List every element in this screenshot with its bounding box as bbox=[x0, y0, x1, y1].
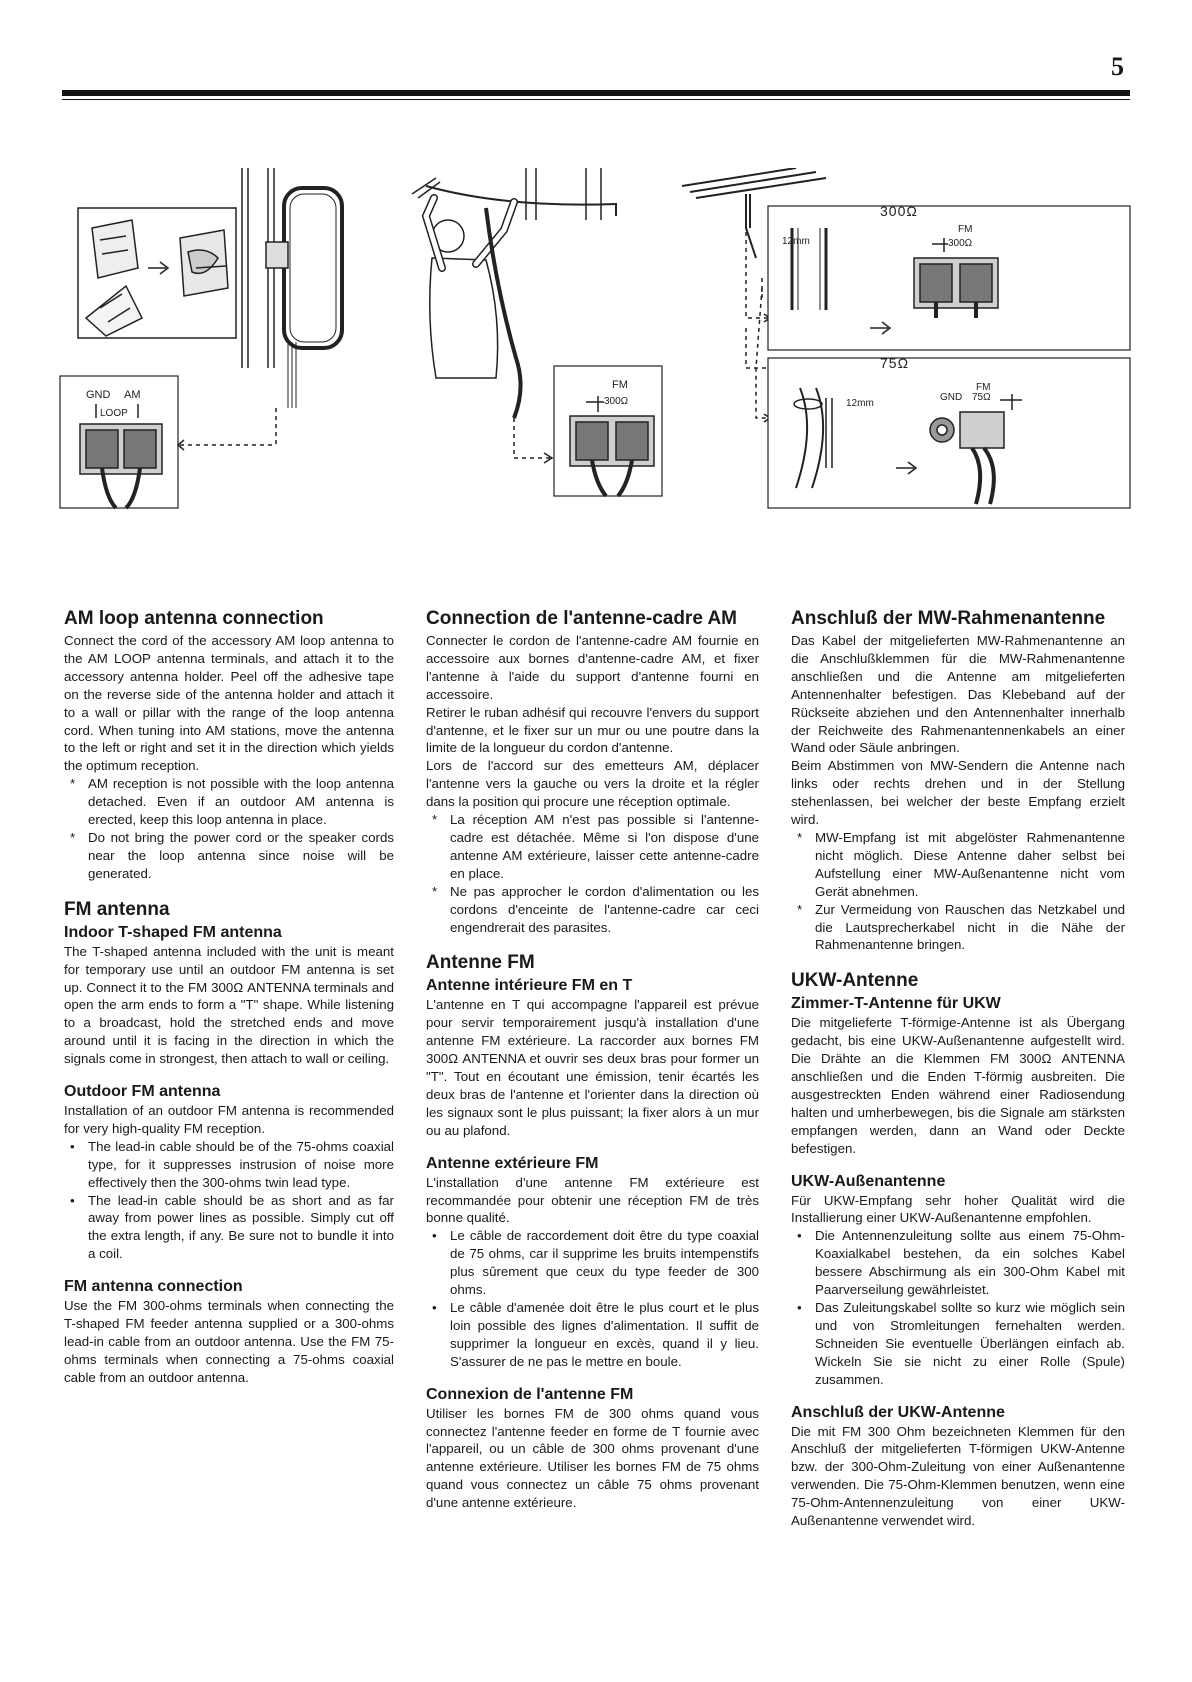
en-outdoor-note: • The lead-in cable should be as short and as far away from power lines as possible. Simply cut off the extra length, if any. Be sure not to bundle it into a coil. bbox=[64, 1192, 394, 1264]
en-am-note: * Do not bring the power cord or the speaker cords near the loop antenna since noise will be generated. bbox=[64, 829, 394, 883]
de-am-note: * Zur Vermeidung von Rauschen das Netzkabel und die Lautsprecherkabel nicht in die Nähe der Rahmenantenne bringen. bbox=[791, 901, 1125, 955]
de-indoor-heading: Zimmer-T-Antenne für UKW bbox=[791, 995, 1001, 1013]
fr-indoor-body: L'antenne en T qui accompagne l'appareil est prévue pour servir temporairement jusqu'à installation d'une antenne FM extérieure. La raccorder aux bornes FM 300Ω ANTENNA et ouvrir ses deux bras pour former un "T". Tout en écoutant une émission, tenir écartés les deux bras de l'antenne et l'orienter dans la direction où les signaux sont le plus puissant; la fixer alors à un mur ou au plafond. bbox=[426, 997, 759, 1138]
fm-outdoor-300: 300Ω bbox=[948, 238, 973, 249]
en-outdoor-heading: Outdoor FM antenna bbox=[64, 1083, 221, 1101]
en-outdoor-body: Installation of an outdoor FM antenna is recommended for very high-quality FM reception. bbox=[64, 1103, 394, 1136]
german-column bbox=[791, 608, 1125, 1530]
fr-outdoor-body: L'installation d'une antenne FM extérieure est recommandée pour obtenir une réception FM de très bonne qualité. bbox=[426, 1174, 759, 1226]
english-column bbox=[64, 608, 394, 1387]
de-outdoor-notes bbox=[791, 1227, 1125, 1388]
fm-outdoor-75: 75Ω bbox=[972, 392, 991, 403]
french-column bbox=[426, 608, 759, 1512]
de-conn-heading: Anschluß der UKW-Antenne bbox=[791, 1403, 1005, 1421]
de-am-body-2: Beim Abstimmen von MW-Sendern die Antenne nach links oder rechts drehen und in der Stellung stehenlassen, bei welcher der beste Empfang erzielt wird. bbox=[791, 758, 1125, 828]
fm-outdoor-300-label: 300Ω bbox=[880, 203, 918, 219]
fm-outdoor-fm-top: FM bbox=[958, 224, 973, 235]
de-indoor-body: Die mitgelieferte T-förmige-Antenne ist als Übergang gedacht, bis eine UKW-Außenantenne aufgestellt wird. Die Drähte an die Klemmen FM 300Ω ANTENNA anschließen und die Enden T-förmig ausbreiten. Die ausgestreckten Enden während einer Radiosendung halten und umherbewegen, bis die Signale am stärksten empfangen werden, dann an Wand oder Deckte befestigen. bbox=[791, 1015, 1125, 1156]
en-conn-body: Use the FM 300-ohms terminals when connecting the T-shaped FM feeder antenna supplied or a 300-ohms lead-in cable from an outdoor antenna. Use the FM 75-ohms terminals when connecting a 75-ohms coaxial cable from an outdoor antenna. bbox=[64, 1298, 394, 1385]
fr-am-heading: Connection de l'antenne-cadre AM bbox=[426, 608, 738, 629]
fm-outdoor-fm-bottom: FM bbox=[976, 382, 991, 393]
page-number: 5 bbox=[1111, 52, 1124, 81]
fr-am-note: * Ne pas approcher le cordon d'alimentation ou les cordons d'enceinte de l'antenne-cadre car ceci engendrerait des parasites. bbox=[426, 883, 759, 937]
fr-am-body-3: Lors de l'accord sur des emetteurs AM, déplacer l'antenne vers la gauche ou vers la droite et la régler dans la position qui procure une réception optimale. bbox=[426, 758, 759, 810]
fr-am-note: * La réception AM n'est pas possible si l'antenne-cadre est détachée. Même si l'on dispose d'une antenne AM extérieure, laisser cette antenne-cadre en place. bbox=[426, 811, 759, 883]
de-outdoor-body: Für UKW-Empfang sehr hoher Qualität wird die Installierung einer UKW-Außenantenne empfohlen. bbox=[791, 1192, 1125, 1226]
am-panel-am: AM bbox=[124, 389, 141, 401]
de-am-heading: Anschluß der MW-Rahmenantenne bbox=[791, 608, 1106, 629]
fr-outdoor-heading: Antenne extérieure FM bbox=[426, 1154, 599, 1172]
fm-outdoor-gnd: GND bbox=[940, 392, 963, 403]
am-loop-antenna bbox=[242, 168, 342, 448]
fm-outdoor-mm-top: 12mm bbox=[782, 236, 810, 247]
fr-conn-heading: Connexion de l'antenne FM bbox=[426, 1385, 634, 1403]
fr-conn-body: Utiliser les bornes FM de 300 ohms quand vous connectez l'antenne feeder en forme de T fournie avec l'appareil, ou un câble de 300 ohms provenant d'une antenne extérieure. Utiliser les bornes FM de 75 ohms quand vous connectez un câble 75 ohms provenant d'une antenne extérieure. bbox=[426, 1405, 759, 1511]
en-outdoor-note: • The lead-in cable should be of the 75-ohms coaxial type, for it suppresses instrusion of noise more effectively then the 300-ohms twin lead type. bbox=[64, 1138, 394, 1192]
fm-indoor-300: 300Ω bbox=[604, 396, 629, 407]
fm-outdoor-75-label: 75Ω bbox=[880, 355, 910, 371]
de-am-body-1: Das Kabel der mitgelieferten MW-Rahmenantenne an die Anschlußklemmen für die MW-Rahmenantenne anschließen und die Antenne am mitgelieferten Antennenhalter befestigen. Das Klebeband auf der Rückseite abziehen und den Antennenhalter innerhalb der Reichweite des Rahmenantennenkabels an einer Wand oder Säule anbringen. bbox=[791, 633, 1125, 756]
am-holder-scene bbox=[78, 208, 236, 338]
fr-am-body-1: Connecter le cordon de l'antenne-cadre AM fournie en accessoire aux bornes d'antenne-cadre AM, et fixer l'antenne à l'aide du support d'antenne fourni en accessoire. bbox=[426, 633, 759, 702]
en-am-body: Connect the cord of the accessory AM loop antenna to the AM LOOP antenna terminals, and attach it to the accessory antenna holder. Peel off the adhesive tape on the reverse side of the antenna holder and attach it to a wall or pillar with the range of the loop antenna cord. When tuning into AM stations, move the antenna to the left or right and set it in the direction which yields the optimum reception. bbox=[64, 633, 394, 774]
fr-am-body-2: Retirer le ruban adhésif qui recouvre l'envers du support d'antenne, et le fixer sur un mur ou une poutre dans la limite de la longueur du cordon d'antenne. bbox=[426, 704, 759, 756]
am-terminal-panel bbox=[60, 376, 276, 508]
fr-outdoor-note: • Le câble de raccordement doit être du type coaxial de 75 ohms, car il supprime les bruits intempenstifs plus sûrement que ceux du type feeder de 300 ohms. bbox=[426, 1227, 759, 1299]
header-rule bbox=[62, 90, 1130, 96]
en-am-notes bbox=[64, 775, 394, 882]
en-indoor-heading: Indoor T-shaped FM antenna bbox=[64, 923, 282, 941]
de-outdoor-heading: UKW-Außenantenne bbox=[791, 1172, 946, 1190]
fm-75-panel bbox=[768, 355, 1130, 508]
fr-outdoor-notes bbox=[426, 1227, 759, 1370]
fm-indoor-terminal-panel bbox=[554, 366, 662, 496]
en-am-heading: AM loop antenna connection bbox=[64, 608, 324, 629]
fr-indoor-heading: Antenne intérieure FM en T bbox=[426, 977, 633, 995]
en-outdoor-notes bbox=[64, 1138, 394, 1263]
fr-outdoor-note: • Le câble d'amenée doit être le plus court et le plus loin possible des lignes d'alimentation. Il suffit de supprimer la longueur en excès, quand il y lieu. S'assurer de ne pas le mettre en boule. bbox=[426, 1299, 759, 1371]
en-am-note: * AM reception is not possible with the loop antenna detached. Even if an outdoor AM antenna is erected, keep this loop antenna in place. bbox=[64, 775, 394, 829]
en-conn-heading: FM antenna connection bbox=[64, 1278, 243, 1296]
fm-indoor-fm: FM bbox=[612, 379, 628, 391]
de-outdoor-note: • Die Antennenzuleitung sollte aus einem 75-Ohm-Koaxialkabel bestehen, da ein solches Kabel bessere Abschirmung als ein 300-Ohm Kabel mit Paarverseilung gewährleistet. bbox=[791, 1227, 1125, 1299]
de-outdoor-note: • Das Zuleitungskabel sollte so kurz wie möglich sein und von Stromleitungen fernehalten werden. Schneiden Sie eventuelle Überlängen einfach ab. Wickeln Sie sie nicht zu einer Rolle (Spule) zusammen. bbox=[791, 1299, 1125, 1389]
fr-fm-heading: Antenne FM bbox=[426, 952, 535, 974]
en-indoor-body: The T-shaped antenna included with the unit is meant for temporary use until an outdoor FM antenna is set up. Connect it to the FM 300Ω ANTENNA terminals and open the arm ends to form a "T" shape. While listening to a broadcast, hold the stretched ends and move around until it is facing in the direction in which the signals come in strongest, then attach to wall or ceiling. bbox=[64, 943, 394, 1067]
de-am-notes bbox=[791, 829, 1125, 954]
antenna-illustration bbox=[56, 168, 1136, 568]
en-fm-heading: FM antenna bbox=[64, 898, 170, 920]
de-fm-heading: UKW-Antenne bbox=[791, 970, 919, 992]
am-panel-gnd: GND bbox=[86, 389, 111, 401]
fm-300-panel bbox=[768, 203, 1130, 350]
fm-outdoor-mm-bottom: 12mm bbox=[846, 398, 874, 409]
header-rule-thin bbox=[62, 99, 1130, 100]
fr-am-notes bbox=[426, 811, 759, 936]
de-conn-body: Die mit FM 300 Ohm bezeichneten Klemmen für den Anschluß der mitgelieferten T-förmigen UKW-Antenne bzw. der 300-Ohm-Zuleitung von einer Außenantenne verwenden. Die 75-Ohm-Klemmen benutzen, wenn eine 75-Ohm-Antennenzuleitung von einer UKW-Außenantenne verwendet wird. bbox=[791, 1423, 1125, 1529]
de-am-note: * MW-Empfang ist mit abgelöster Rahmenantenne nicht möglich. Diese Antenne daher selbst bei Aufstellung einer MW-Außenantenne nicht vom Gerät abnehmen. bbox=[791, 829, 1125, 901]
am-panel-loop: LOOP bbox=[100, 408, 128, 419]
